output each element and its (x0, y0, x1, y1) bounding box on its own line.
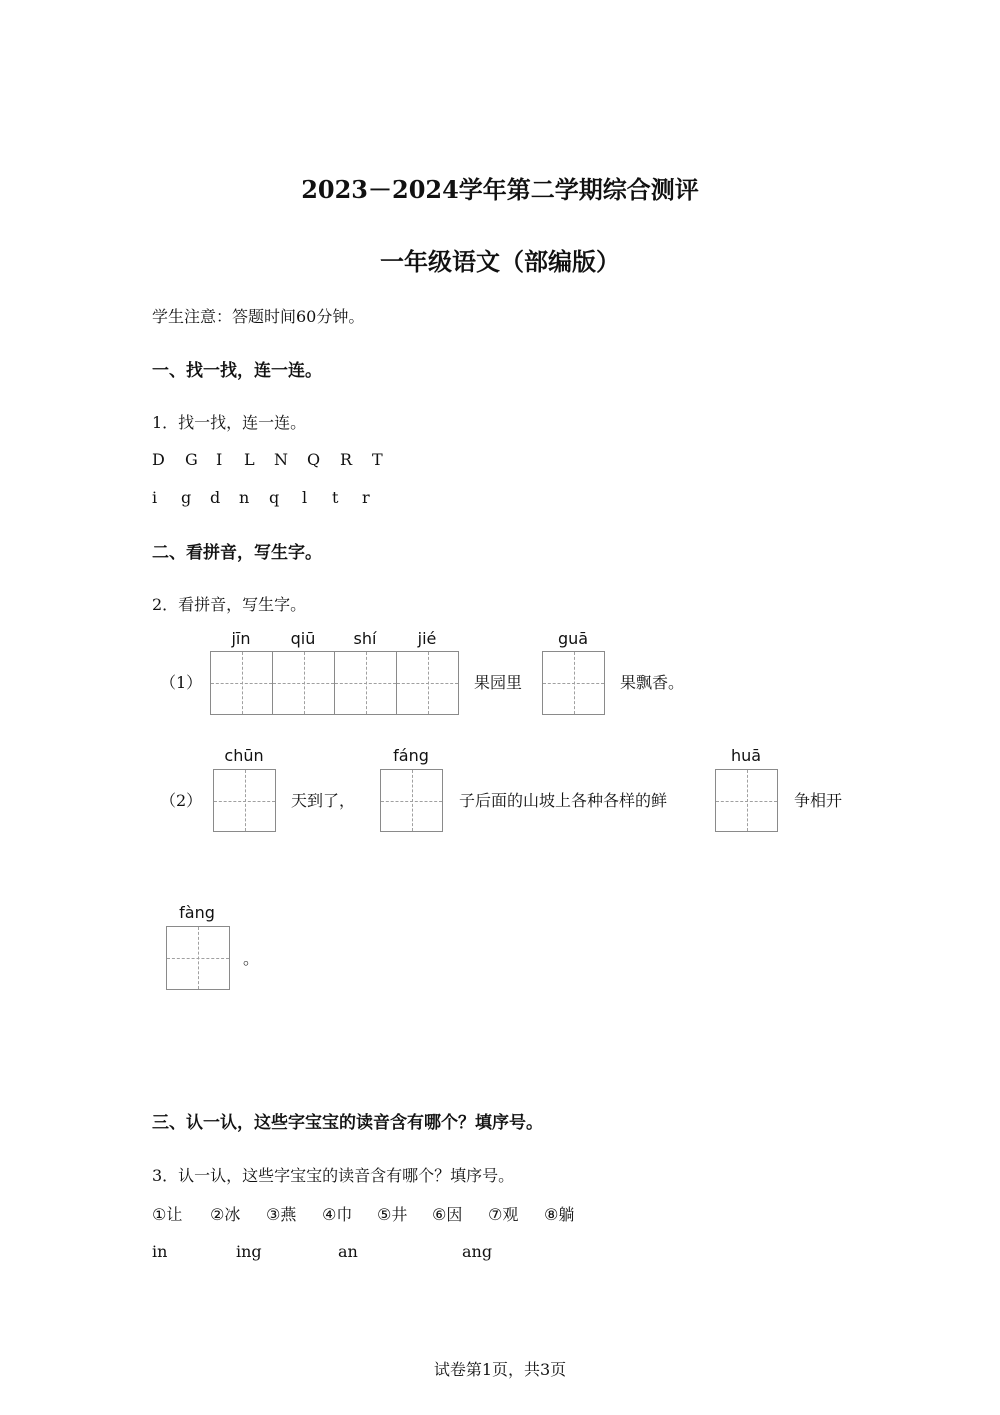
letter: g (181, 488, 192, 507)
character-item: ④巾 (322, 1205, 353, 1224)
question-2: 2．看拼音，写生字。 (152, 595, 307, 614)
writing-grid[interactable] (210, 651, 273, 715)
pinyin: huā (730, 746, 762, 765)
pinyin: shí (353, 629, 377, 648)
writing-grid[interactable] (272, 651, 335, 715)
writing-grid[interactable] (213, 769, 276, 832)
section-1-heading: 一、找一找，连一连。 (152, 361, 322, 381)
character-item: ⑤井 (377, 1205, 408, 1224)
letter: Q (307, 450, 321, 469)
letter: r (362, 488, 370, 507)
character-item: ②冰 (210, 1205, 241, 1224)
character-list (152, 1202, 612, 1226)
section-3-heading: 三、认一认，这些字宝宝的读音含有哪个？填序号。 (152, 1113, 543, 1133)
writing-grid[interactable] (396, 651, 459, 715)
letter: n (239, 488, 250, 507)
character-item: ③燕 (266, 1205, 297, 1224)
section-2-heading: 二、看拼音，写生字。 (152, 543, 322, 563)
writing-grid[interactable] (542, 651, 605, 715)
letter: t (332, 488, 339, 507)
final-item: ang (462, 1242, 493, 1261)
writing-grid[interactable] (380, 769, 443, 832)
page-footer: 试卷第1页，共3页 (433, 1360, 567, 1379)
letter: q (269, 488, 280, 507)
pinyin: fáng (393, 746, 429, 765)
pinyin: jié (417, 629, 437, 648)
writing-grid[interactable] (334, 651, 397, 715)
pinyin: fàng (179, 903, 215, 922)
letter: D (152, 450, 165, 469)
final-item: ing (236, 1242, 262, 1261)
question-3: 3．认一认，这些字宝宝的读音含有哪个？填序号。 (152, 1166, 515, 1185)
character-item: ⑥因 (432, 1205, 463, 1224)
pinyin: chūn (224, 746, 264, 765)
letter: I (216, 450, 223, 469)
item-2-text-2: 子后面的山坡上各种各样的鲜 (459, 791, 668, 810)
final-item: in (152, 1242, 168, 1261)
pinyin: guā (557, 629, 589, 648)
item-2-label: （2） (160, 791, 203, 810)
final-item: an (338, 1242, 358, 1261)
item-1-text-1: 果园里 (474, 673, 523, 692)
letter: R (340, 450, 353, 469)
writing-grid[interactable] (166, 926, 230, 990)
letter: i (152, 488, 158, 507)
letter: d (210, 488, 221, 507)
item-1-text-2: 果飘香。 (620, 673, 685, 692)
letter: G (185, 450, 198, 469)
item-2-text-4: 。 (243, 949, 260, 968)
character-item: ①让 (152, 1205, 183, 1224)
notice-text: 学生注意：答题时间60分钟。 (152, 307, 365, 326)
letter: l (302, 488, 308, 507)
character-item: ⑦观 (488, 1205, 519, 1224)
pinyin: jīn (231, 629, 251, 648)
item-2-text-3: 争相开 (794, 791, 843, 810)
writing-grid[interactable] (715, 769, 778, 832)
character-item: ⑧躺 (544, 1205, 575, 1224)
page-subtitle: 一年级语文（部编版） (380, 247, 620, 276)
item-1-label: （1） (160, 673, 203, 692)
letter: N (274, 450, 288, 469)
letter: L (244, 450, 255, 469)
page-title: 2023－2024学年第二学期综合测评 (301, 175, 699, 204)
pinyin: qiū (290, 629, 316, 648)
finals-list (152, 1242, 512, 1266)
item-2-text-1: 天到了， (291, 791, 356, 810)
question-1: 1．找一找，连一连。 (152, 413, 307, 432)
letter: T (372, 450, 383, 469)
